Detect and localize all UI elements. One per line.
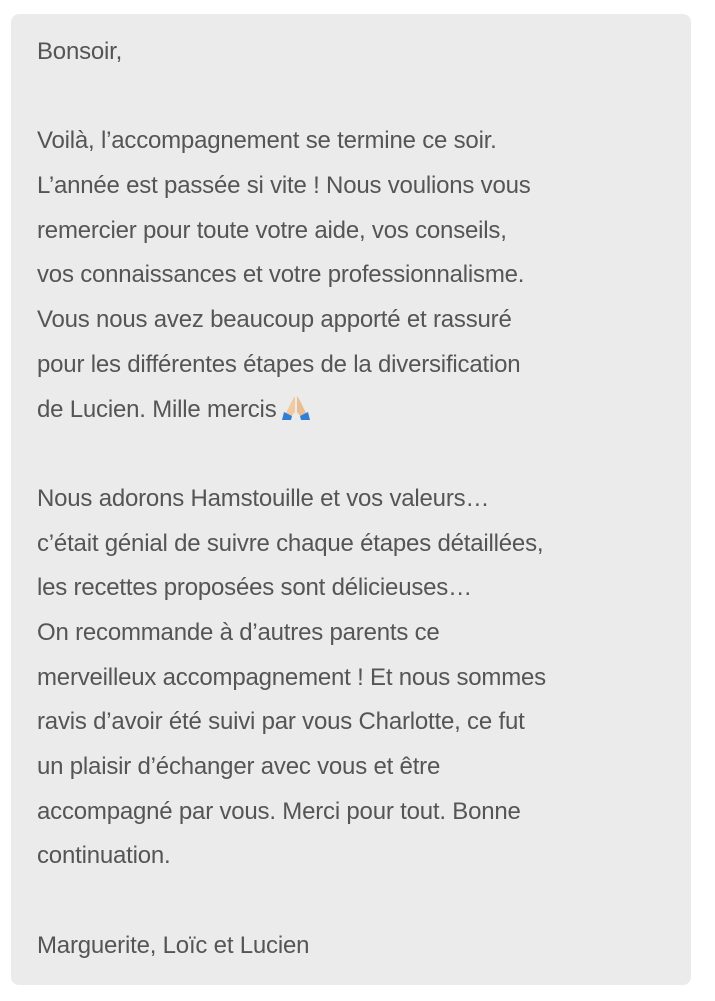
text-line: vos connaissances et votre professionnalisme. bbox=[37, 261, 525, 289]
text-line: accompagné par vous. Merci pour tout. Bonne bbox=[37, 797, 521, 825]
text-line: remercier pour toute votre aide, vos conseils, bbox=[37, 216, 507, 244]
text-line: c’était génial de suivre chaque étapes détaillées, bbox=[37, 529, 544, 557]
text-line: continuation. bbox=[37, 842, 171, 870]
signature: Marguerite, Loïc et Lucien bbox=[37, 931, 310, 959]
text-line: On recommande à d’autres parents ce bbox=[37, 618, 440, 646]
text-line: Nous adorons Hamstouille et vos valeurs… bbox=[37, 484, 490, 512]
greeting: Bonsoir, bbox=[37, 38, 123, 65]
text-line: ravis d’avoir été suivi par vous Charlotte, ce fut bbox=[37, 708, 525, 736]
text-line: un plaisir d’échanger avec vous et être bbox=[37, 753, 441, 780]
message-text bbox=[37, 30, 546, 968]
text-line bbox=[37, 388, 546, 433]
text-line: Voilà, l’accompagnement se termine ce soir. bbox=[37, 127, 497, 155]
text-line: pour les différentes étapes de la diversification bbox=[37, 350, 521, 378]
text-line: L’année est passée si vite ! Nous voulions vous bbox=[37, 172, 531, 200]
text-line: Vous nous avez beaucoup apporté et rassuré bbox=[37, 306, 512, 334]
message-bubble bbox=[11, 14, 691, 985]
text-line: les recettes proposées sont délicieuses… bbox=[37, 574, 472, 602]
folded-hands-emoji-icon bbox=[281, 391, 311, 436]
text-line-content: de Lucien. Mille mercis bbox=[37, 395, 277, 423]
text-line: merveilleux accompagnement ! Et nous sommes bbox=[37, 663, 546, 691]
